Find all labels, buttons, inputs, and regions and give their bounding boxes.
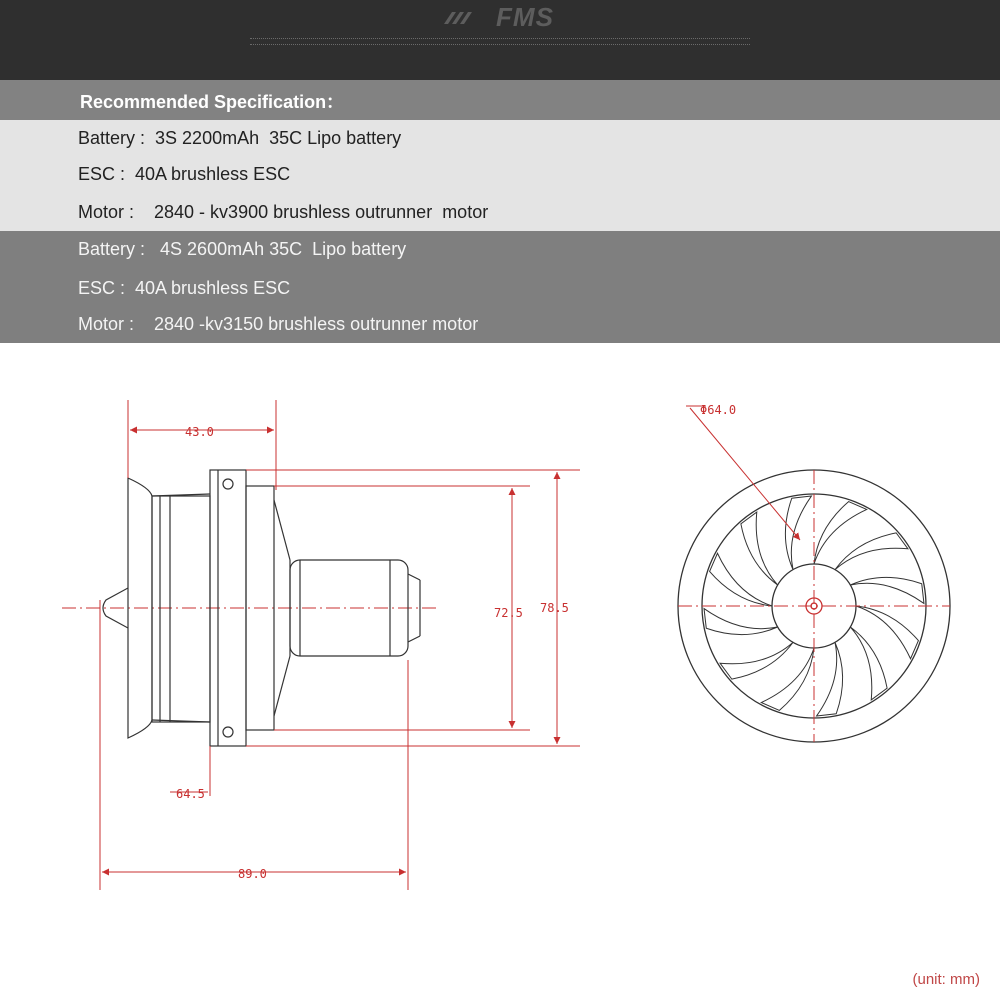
shroud-body: [152, 496, 210, 722]
front-view: [678, 470, 950, 742]
fan-blade: [850, 627, 887, 700]
mount-hole-top: [223, 479, 233, 489]
spec-header: [0, 80, 1000, 120]
spec-esc-4s: ESC : 40A brushless ESC: [78, 278, 291, 298]
mount-hole-bottom: [223, 727, 233, 737]
fan-blade: [850, 577, 924, 603]
spec-title: Recommended Specification：: [80, 92, 345, 112]
unit-note: (unit: mm): [912, 971, 980, 988]
dim-total-length-label: 89.0: [238, 867, 267, 881]
dim-outer-height-label: 78.5: [540, 601, 569, 615]
spec-esc-3s: ESC : 40A brushless ESC: [78, 164, 291, 184]
dim-flange-label: 64.5: [176, 787, 205, 801]
fan-blade: [817, 642, 843, 716]
dim-hub-length: [128, 400, 276, 490]
fan-blade: [720, 642, 793, 679]
spec-battery-3s: Battery : 3S 2200mAh 35C Lipo battery: [78, 128, 402, 148]
edf-technical-drawing: [0, 343, 1000, 1000]
fan-blade: [835, 533, 908, 570]
fan-blade: [785, 496, 811, 570]
dim-diameter-label: Φ64.0: [700, 403, 737, 417]
spec-group-4s: [0, 231, 1000, 343]
spec-motor-3s: Motor : 2840 - kv3900 brushless outrunner motor: [78, 202, 489, 222]
dim-inner-height-label: 72.5: [494, 606, 523, 620]
outer-ring: [678, 470, 950, 742]
spec-battery-4s: Battery : 4S 2600mAh 35C Lipo battery: [78, 239, 407, 259]
fine-print-line: [250, 44, 750, 50]
brand-logo-text: FMS: [496, 2, 554, 32]
spec-group-3s: [0, 120, 1000, 231]
side-view: [62, 470, 440, 746]
dim-total-length: [100, 600, 408, 890]
fan-blade: [741, 512, 778, 585]
dim-hub-length-label: 43.0: [185, 425, 214, 439]
front-centre-lines: [678, 470, 950, 742]
fan-blade: [704, 609, 778, 635]
spec-motor-4s: Motor : 2840 -kv3150 brushless outrunner motor: [78, 314, 479, 334]
brand-banner: [0, 0, 1000, 80]
